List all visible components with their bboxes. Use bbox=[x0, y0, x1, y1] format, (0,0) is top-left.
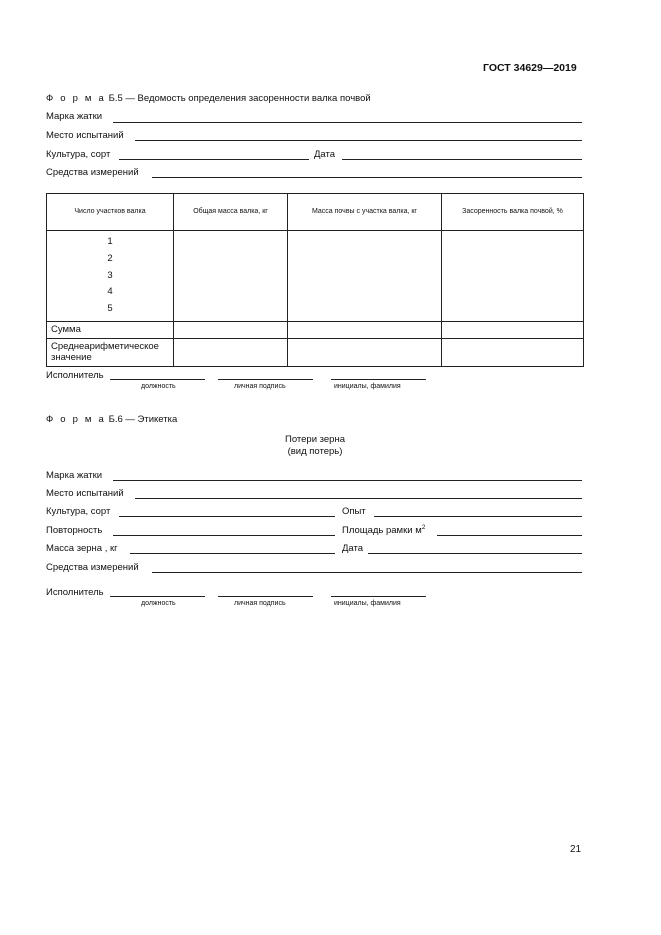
form5-kultura-line[interactable] bbox=[119, 159, 309, 160]
form6-podpis-caption: личная подпись bbox=[234, 600, 286, 607]
form5-mesto-label: Место испытаний bbox=[46, 130, 124, 141]
form5-data-line[interactable] bbox=[342, 159, 582, 160]
table-header-cell: Масса почвы с участка валка, кг bbox=[288, 194, 442, 231]
row-number: 4 bbox=[107, 286, 113, 298]
form5-mesto-line[interactable] bbox=[135, 140, 582, 141]
form5-podpis-caption: личная подпись bbox=[234, 383, 286, 390]
form6-ploshchad-sup: 2 bbox=[421, 524, 426, 531]
form6-povtornost-label: Повторность bbox=[46, 525, 103, 536]
form5-title-text: Б.5 — Ведомость определения засоренности валка почвой bbox=[108, 93, 371, 104]
form5-data-label: Дата bbox=[314, 149, 336, 160]
form6-sredstva-label: Средства измерений bbox=[46, 562, 139, 573]
table-cell[interactable] bbox=[288, 338, 442, 366]
form6-fio-line[interactable] bbox=[331, 596, 426, 597]
form5-fio-line[interactable] bbox=[331, 379, 426, 380]
form6-massa-label: Масса зерна , кг bbox=[46, 543, 118, 554]
table-row-numbers bbox=[47, 231, 584, 322]
row-number: 5 bbox=[107, 303, 113, 315]
form6-opyt-line[interactable] bbox=[374, 516, 582, 517]
row-number: 3 bbox=[107, 269, 113, 281]
table-cell[interactable] bbox=[442, 231, 584, 322]
document-code: ГОСТ 34629—2019 bbox=[483, 62, 577, 74]
table-cell-numbers bbox=[47, 231, 174, 322]
form6-povtornost-line[interactable] bbox=[113, 535, 335, 536]
table-row-sum bbox=[47, 321, 584, 338]
form6-data-line[interactable] bbox=[368, 553, 582, 554]
table-header-cell: Общая масса валка, кг bbox=[174, 194, 288, 231]
form5-podpis-line[interactable] bbox=[218, 379, 313, 380]
form6-mesto-label: Место испытаний bbox=[46, 488, 124, 499]
form5-marka-label: Марка жатки bbox=[46, 111, 103, 122]
table-header-cell: Засоренность валка почвой, % bbox=[442, 194, 584, 231]
form5-marka-line[interactable] bbox=[113, 122, 582, 123]
form5-title bbox=[46, 93, 371, 104]
form6-massa-line[interactable] bbox=[130, 553, 335, 554]
table-header-row bbox=[47, 194, 584, 231]
table-cell[interactable] bbox=[288, 321, 442, 338]
form5-word: Ф о р м а bbox=[46, 93, 106, 104]
table-cell[interactable] bbox=[174, 231, 288, 322]
row-number: 1 bbox=[107, 236, 113, 247]
form6-ploshchad-label bbox=[342, 524, 425, 536]
form6-podpis-line[interactable] bbox=[218, 596, 313, 597]
table-cell[interactable] bbox=[442, 338, 584, 366]
form5-kultura-label: Культура, сорт bbox=[46, 149, 111, 160]
table-cell-sum-label: Сумма bbox=[47, 321, 174, 338]
form6-title bbox=[46, 414, 177, 425]
form6-ploshchad-text: Площадь рамки м bbox=[342, 525, 422, 537]
form6-dolzhnost-line[interactable] bbox=[110, 596, 205, 597]
form6-marka-label: Марка жатки bbox=[46, 470, 103, 481]
page-number: 21 bbox=[570, 844, 582, 855]
table-header-cell: Число участков валка bbox=[47, 194, 174, 231]
form6-dolzhnost-caption: должность bbox=[141, 600, 176, 607]
form6-word: Ф о р м а bbox=[46, 414, 106, 425]
form6-subtitle-1: Потери зерна bbox=[284, 434, 345, 445]
table-cell[interactable] bbox=[288, 231, 442, 322]
form6-data-label: Дата bbox=[342, 543, 364, 554]
form6-opyt-label: Опыт bbox=[342, 506, 366, 517]
form5-dolzhnost-caption: должность bbox=[141, 383, 176, 390]
form6-subtitle-2: (вид потерь) bbox=[287, 446, 343, 457]
form6-title-text: Б.6 — Этикетка bbox=[108, 414, 178, 425]
table-cell-mean-label: Среднеарифметическое значение bbox=[47, 338, 174, 366]
form6-sredstva-line[interactable] bbox=[152, 572, 582, 573]
form5-dolzhnost-line[interactable] bbox=[110, 379, 205, 380]
form6-fio-caption: инициалы, фамилия bbox=[334, 600, 401, 607]
table-cell[interactable] bbox=[174, 321, 288, 338]
form6-kultura-label: Культура, сорт bbox=[46, 506, 111, 517]
row-number: 2 bbox=[107, 252, 113, 264]
form5-sredstva-label: Средства измерений bbox=[46, 167, 139, 178]
form6-ploshchad-line[interactable] bbox=[437, 535, 582, 536]
form6-mesto-line[interactable] bbox=[135, 498, 582, 499]
form6-kultura-line[interactable] bbox=[119, 516, 335, 517]
form6-marka-line[interactable] bbox=[113, 480, 582, 481]
form5-sredstva-line[interactable] bbox=[152, 177, 582, 178]
table-cell[interactable] bbox=[442, 321, 584, 338]
form5-fio-caption: инициалы, фамилия bbox=[334, 383, 401, 390]
form6-signature-label: Исполнитель bbox=[46, 587, 104, 598]
table-row-mean bbox=[47, 338, 584, 366]
form5-signature-label: Исполнитель bbox=[46, 370, 104, 381]
form5-table bbox=[46, 193, 584, 367]
table-cell[interactable] bbox=[174, 338, 288, 366]
